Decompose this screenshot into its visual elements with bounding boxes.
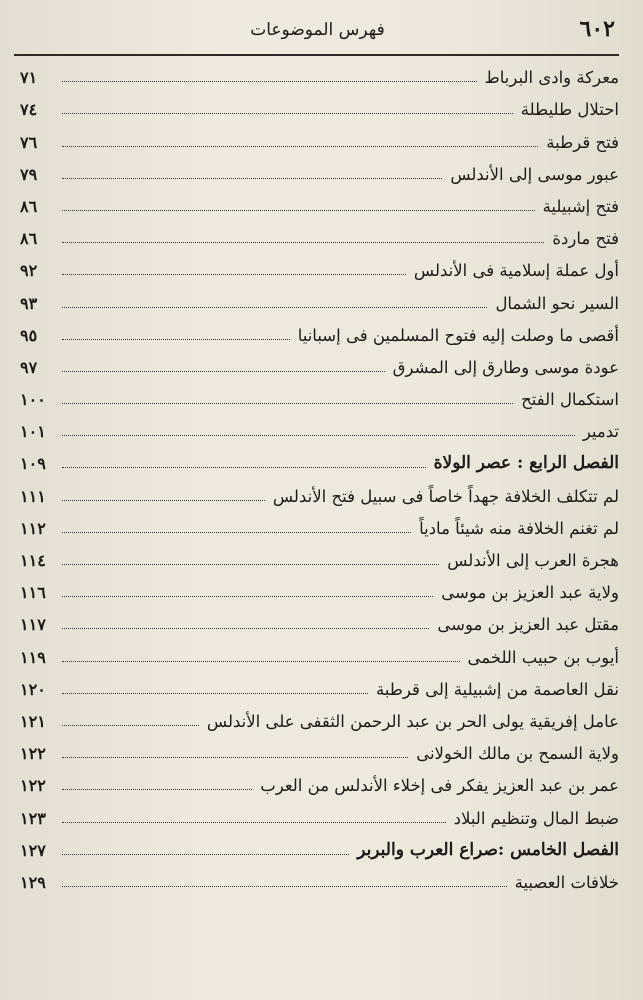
toc-page-number: ٧٦ bbox=[20, 132, 38, 152]
page-header bbox=[20, 12, 615, 50]
toc-entry-title: السير نحو الشمال bbox=[495, 293, 619, 313]
toc-entry bbox=[14, 509, 619, 541]
dot-leader bbox=[62, 532, 411, 533]
table-of-contents bbox=[14, 58, 619, 895]
toc-page-number: ١٢٢ bbox=[20, 776, 46, 796]
chapter-title: الفصل الرابع : عصر الولاة bbox=[433, 453, 619, 474]
page-number: ٦٠٢ bbox=[579, 16, 615, 42]
toc-page-number: ٧٤ bbox=[20, 100, 38, 120]
toc-entry bbox=[14, 734, 619, 766]
toc-entry-title: استكمال الفتح bbox=[521, 390, 619, 410]
dot-leader bbox=[62, 628, 429, 629]
toc-entry bbox=[14, 476, 619, 508]
chapter-heading-row bbox=[14, 831, 619, 863]
toc-entry bbox=[14, 283, 619, 315]
toc-entry bbox=[14, 58, 619, 90]
dot-leader bbox=[62, 564, 439, 565]
toc-entry-title: فتح ماردة bbox=[552, 229, 619, 249]
dot-leader bbox=[62, 661, 460, 662]
toc-page-number: ١١٢ bbox=[20, 518, 46, 538]
chapter-title: الفصل الخامس :صراع العرب والبربر bbox=[357, 839, 619, 860]
dot-leader bbox=[62, 178, 442, 179]
toc-page-number: ٩٢ bbox=[20, 261, 38, 281]
toc-entry bbox=[14, 155, 619, 187]
toc-page-number: ١١٦ bbox=[20, 583, 46, 603]
toc-page-number: ٧١ bbox=[20, 68, 38, 88]
toc-entry bbox=[14, 316, 619, 348]
toc-entry-title: نقل العاصمة من إشبيلية إلى قرطبة bbox=[375, 679, 619, 699]
toc-entry bbox=[14, 412, 619, 444]
toc-entry-title: عامل إفريقية يولى الحر بن عبد الرحمن الثقفى على الأندلس bbox=[206, 711, 619, 731]
toc-entry bbox=[14, 122, 619, 154]
dot-leader bbox=[62, 339, 290, 340]
dot-leader bbox=[62, 822, 446, 823]
toc-entry bbox=[14, 637, 619, 669]
toc-entry-title: ولاية السمح بن مالك الخولانى bbox=[416, 744, 619, 764]
toc-page-number: ١٢٣ bbox=[20, 808, 46, 828]
toc-entry bbox=[14, 90, 619, 122]
dot-leader bbox=[62, 307, 487, 308]
toc-entry-title: أيوب بن حبيب اللخمى bbox=[467, 647, 619, 667]
toc-entry-title: أول عملة إسلامية فى الأندلس bbox=[413, 261, 619, 281]
toc-page-number: ١٠٩ bbox=[20, 454, 46, 474]
toc-entry-title: فتح إشبيلية bbox=[542, 196, 619, 216]
toc-page-number: ٩٥ bbox=[20, 325, 38, 345]
toc-entry-title: احتلال طليطلة bbox=[520, 100, 619, 120]
toc-page-number: ١١٤ bbox=[20, 551, 46, 570]
toc-entry-title: أقصى ما وصلت إليه فتوح المسلمين فى إسبانيا bbox=[297, 325, 619, 345]
header-rule bbox=[14, 54, 619, 56]
dot-leader bbox=[62, 854, 349, 855]
toc-entry bbox=[14, 573, 619, 605]
toc-page-number: ٧٩ bbox=[20, 164, 38, 184]
toc-page-number: ١١٩ bbox=[20, 647, 46, 667]
toc-entry-title: لم تغنم الخلافة منه شيئاً مادياً bbox=[419, 518, 619, 538]
toc-page-number: ١٢١ bbox=[20, 711, 46, 731]
toc-entry-title: هجرة العرب إلى الأندلس bbox=[447, 551, 619, 570]
dot-leader bbox=[62, 725, 199, 726]
dot-leader bbox=[62, 467, 426, 468]
toc-entry bbox=[14, 219, 619, 251]
dot-leader bbox=[62, 371, 385, 372]
toc-entry bbox=[14, 348, 619, 380]
dot-leader bbox=[62, 210, 535, 211]
toc-entry bbox=[14, 766, 619, 798]
dot-leader bbox=[62, 242, 544, 243]
toc-entry bbox=[14, 187, 619, 219]
chapter-heading-row bbox=[14, 444, 619, 476]
toc-entry-title: مقتل عبد العزيز بن موسى bbox=[437, 615, 619, 635]
dot-leader bbox=[62, 596, 433, 597]
dot-leader bbox=[62, 757, 408, 758]
toc-entry bbox=[14, 798, 619, 830]
toc-entry bbox=[14, 380, 619, 412]
toc-entry-title: تدمير bbox=[582, 422, 619, 442]
toc-page-number: ٩٣ bbox=[20, 293, 38, 313]
dot-leader bbox=[62, 435, 575, 436]
toc-page-number: ١١٧ bbox=[20, 615, 46, 635]
toc-entry-title: عبور موسى إلى الأندلس bbox=[450, 164, 619, 184]
toc-entry bbox=[14, 670, 619, 702]
dot-leader bbox=[62, 403, 513, 404]
toc-entry-title: معركة وادى البرباط bbox=[484, 68, 619, 88]
dot-leader bbox=[62, 693, 368, 694]
toc-entry-title: فتح قرطبة bbox=[546, 132, 619, 152]
toc-page-number: ١٠١ bbox=[20, 422, 46, 442]
toc-page-number: ١١١ bbox=[20, 486, 46, 506]
toc-entry bbox=[14, 702, 619, 734]
toc-entry bbox=[14, 605, 619, 637]
dot-leader bbox=[62, 113, 513, 114]
dot-leader bbox=[62, 81, 477, 82]
toc-page-number: ١٠٠ bbox=[20, 390, 46, 410]
toc-entry-title: ضبط المال وتنظيم البلاد bbox=[453, 808, 619, 828]
dot-leader bbox=[62, 500, 265, 501]
toc-page-number: ٨٦ bbox=[20, 229, 38, 249]
toc-page-number: ٨٦ bbox=[20, 196, 38, 216]
toc-entry-title: لم تتكلف الخلافة جهداً خاصاً فى سبيل فتح الأندلس bbox=[272, 486, 619, 506]
toc-page-number: ٩٧ bbox=[20, 357, 38, 377]
toc-page-number: ١٢٧ bbox=[20, 840, 46, 860]
dot-leader bbox=[62, 146, 538, 147]
toc-page-number: ١٢٠ bbox=[20, 679, 46, 699]
toc-entry bbox=[14, 251, 619, 283]
running-title: فهرس الموضوعات bbox=[250, 20, 385, 40]
toc-entry-title: عودة موسى وطارق إلى المشرق bbox=[392, 357, 619, 377]
toc-page-number: ١٢٩ bbox=[20, 872, 46, 892]
toc-entry-title: ولاية عبد العزيز بن موسى bbox=[441, 583, 619, 603]
toc-entry bbox=[14, 863, 619, 895]
toc-entry-title: عمر بن عبد العزيز يفكر فى إخلاء الأندلس من العرب bbox=[260, 776, 619, 796]
dot-leader bbox=[62, 886, 507, 887]
toc-entry bbox=[14, 541, 619, 573]
dot-leader bbox=[62, 789, 252, 790]
toc-page-number: ١٢٢ bbox=[20, 744, 46, 764]
dot-leader bbox=[62, 274, 406, 275]
toc-entry-title: خلافات العصبية bbox=[514, 872, 619, 892]
